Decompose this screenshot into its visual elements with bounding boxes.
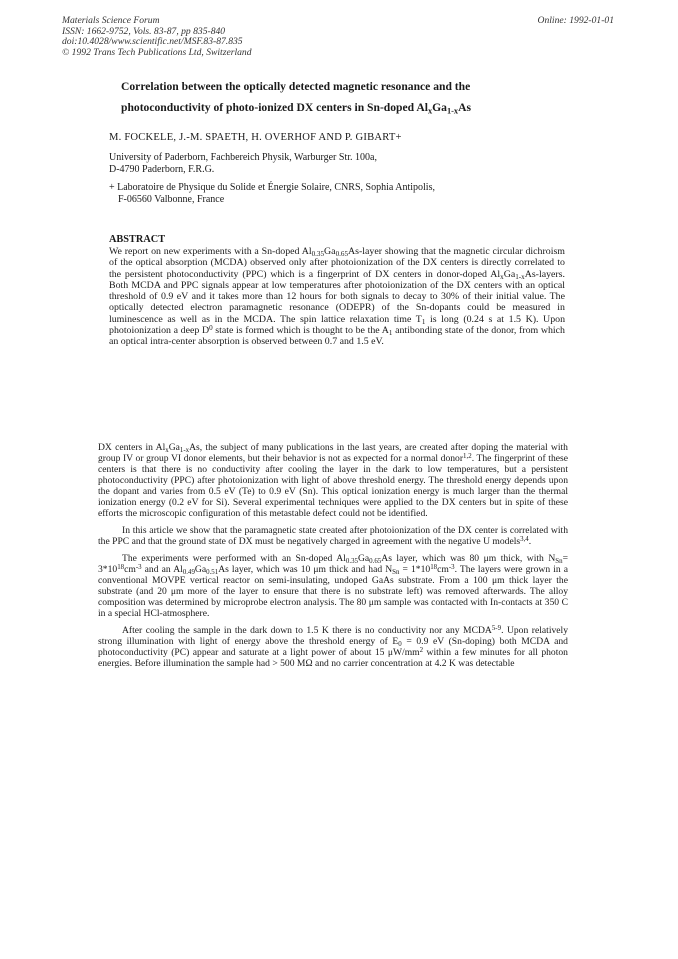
author-list: M. FOCKELE, J.-M. SPAETH, H. OVERHOF AND P. GIBART+ — [109, 132, 402, 143]
journal-name: Materials Science Forum — [62, 15, 160, 26]
title-line-1: Correlation between the optically detected magnetic resonance and the — [121, 80, 471, 93]
paper-title — [121, 76, 571, 118]
paragraph-aim: In this article we show that the paramagnetic state created after photoionization of the DX center is correlated with the PPC and that the ground state of DX must be negatively charged in agreement with the negative U models$^{3,4}$. — [98, 525, 568, 547]
abstract-heading: ABSTRACT — [109, 234, 166, 245]
online-date: Online: 1992-01-01 — [537, 15, 614, 26]
journal-header — [62, 16, 252, 58]
body-text — [98, 442, 568, 675]
paragraph-results: After cooling the sample in the dark down to 1.5 K there is no conductivity nor any MCDA$^{5-9}$. Upon relatively strong illumination with light of energy above the threshold energy of $E_0 = 0.9$ eV (Sn-doping) both MCDA and photoconductivity (PC) appear and saturate at a light power of about 15 $\mu W/mm^2$ within a few minutes for all photon energies. Before illumination the sample had > 500 MΩ and no carrier concentration at 4.2 K was detectable — [98, 624, 568, 669]
issn-line: ISSN: 1662-9752, Vols. 83-87, pp 835-840 — [62, 25, 226, 37]
paragraph-experimental: The experiments were performed with an Sn-doped $Al_{0.35}Ga_{0.65}As$ layer, which was 80 μm thick, with $N_{Sn}= 3*10^{18}cm^{-3}$ and an $Al_{0.49}Ga_{0.51}As$ layer, which was 10 μm thick and had $N_{Sn} = 1*10^{18}cm^{-3}$. The layers were grown in a conventional MOVPE vertical reactor on semi-insulating, undoped GaAs substrate. From a 100 μm thick layer the substrate (and 20 μm more of the layer to ensure that there is no substrate left) was removed afterwards. The alloy composition was determined by microprobe electron analysis. The 80 μm sample was contacted with In-contacts at 350 C in a special HCl-atmosphere. — [98, 553, 569, 619]
doi-line: doi:10.4028/www.scientific.net/MSF.83-87.835 — [62, 36, 243, 48]
affiliation-valbonne: + Laboratoire de Physique du Solide et Énergie Solaire, CNRS, Sophia Antipolis, F-06560 Valbonne, France — [109, 182, 435, 205]
abstract-text: We report on new experiments with a Sn-doped $Al_{0.35}Ga_{0.65}As$-layer showing that the magnetic circular dichroism of the optical absorption (MCDA) observed only after photoionization of the DX centers is directly correlated to the persistent photoconductivity (PPC) which is a fingerprint of DX centers in donor-doped $Al_xGa_{1-x}As$-layers. Both MCDA and PPC signals appear at low temperatures after photoionization of the DX centers with an optical threshold of 0.9 eV and it takes more than 12 hours for both signals to decay to 30% of their initial value. The optically detected electron paramagnetic resonance (ODEPR) of the Sn-dopants could be measured in luminescence as well as in the MCDA. The spin lattice relaxation time $T_1$ is long (0.24 s at 1.5 K). Upon photoionization a deep $D^0$ state is formed which is thought to be the $A_1$ antibonding state of the donor, from which an optical intra-center absorption is observed between 0.7 and 1.5 eV. — [109, 246, 566, 348]
paragraph-intro: DX centers in $Al_xGa_{1-x}As$, the subject of many publications in the last years, are created after doping the material with group IV or group VI donor elements, but their behavior is not as expected for a normal donor$^{1,2}$. The fingerprint of these centers is that there is no conductivity after cooling the layer in the dark to low temperatures, but a persistent photoconductivity (PPC) after photoionization with light of above threshold energy. The threshold energy depends upon the dopant and varies from 0.5 eV (Te) to 0.9 eV (Sn). This optical ionization energy is much larger than the thermal ionization energy (0.2 eV for Si). Several experimental techniques were applied to the DX centers but in spite of these efforts the microscopic configuration of this metastable defect could not be identified. — [98, 442, 568, 519]
affiliation-paderborn: University of Paderborn, Fachbereich Physik, Warburger Str. 100a, D-4790 Paderborn, F.R.G. — [109, 152, 377, 175]
title-line-2: photoconductivity of photo-ionized DX centers in Sn-doped $Al_xGa_{1-x}As$ — [121, 101, 471, 116]
copyright-line: © 1992 Trans Tech Publications Ltd, Switzerland — [62, 46, 252, 58]
